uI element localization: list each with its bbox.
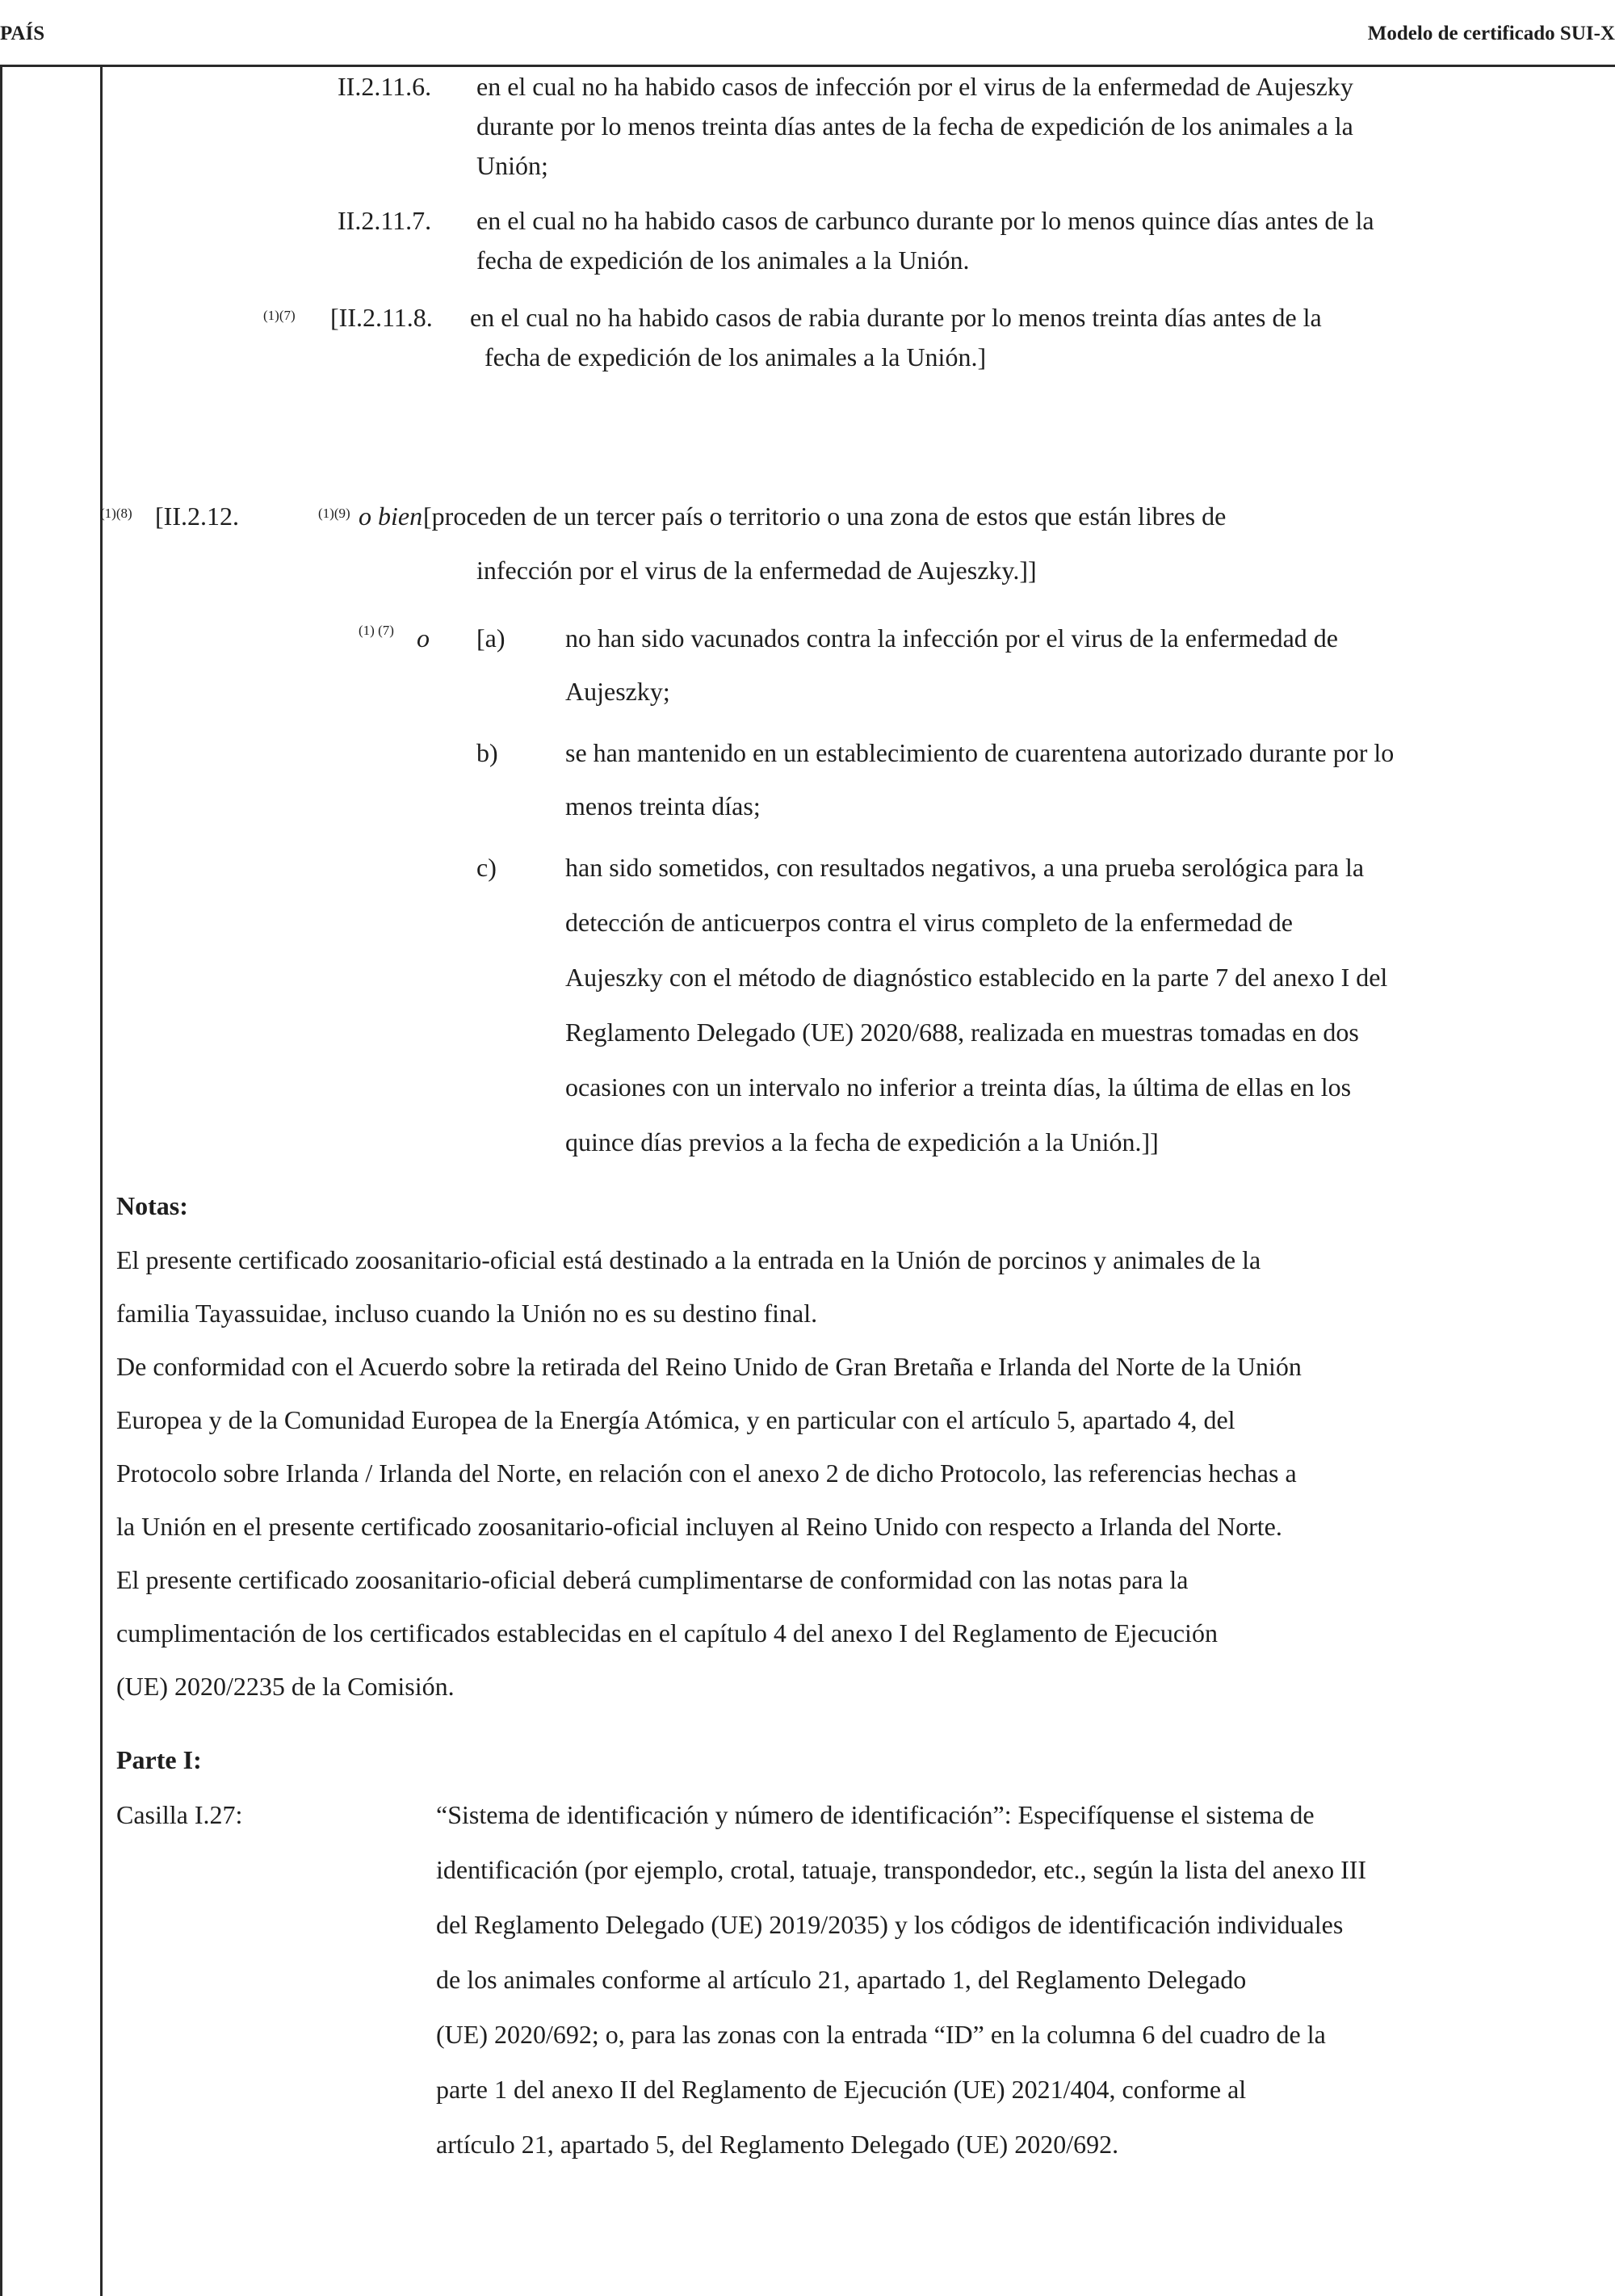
text-line: en el cual no ha habido casos de infección por el virus de la enfermedad de Aujeszky	[476, 72, 1353, 101]
text-line: menos treinta días;	[565, 791, 761, 821]
item-number: II.2.11.7.	[338, 206, 432, 235]
text-line: (UE) 2020/692; o, para las zonas con la entrada “ID” en la columna 6 del cuadro de la	[436, 2020, 1326, 2049]
left-border	[0, 66, 2, 2296]
text-line: Protocolo sobre Irlanda / Irlanda del Norte, en relación con el anexo 2 de dicho Protocolo, las referencias hechas a	[116, 1459, 1297, 1488]
text-line: El presente certificado zoosanitario-oficial deberá cumplimentarse de conformidad con las notas para la	[116, 1565, 1189, 1594]
part-heading: Parte I:	[116, 1745, 202, 1774]
footnote-ref: (1) (7)	[359, 623, 394, 638]
text-line: Reglamento Delegado (UE) 2020/688, realizada en muestras tomadas en dos	[565, 1018, 1359, 1047]
text-line: Aujeszky;	[565, 677, 670, 706]
item-number: [II.2.11.8.	[330, 303, 433, 332]
text-line: en el cual no ha habido casos de carbunco durante por lo menos quince días antes de la	[476, 206, 1374, 235]
condition-label: b)	[476, 738, 498, 767]
text-line: [proceden de un tercer país o territorio o una zona de estos que están libres de	[423, 502, 1227, 531]
text-line: no han sido vacunados contra la infección por el virus de la enfermedad de	[565, 623, 1338, 653]
text-line: quince días previos a la fecha de expedición a la Unión.]]	[565, 1127, 1159, 1156]
condition-label: [a)	[476, 623, 505, 653]
text-line: fecha de expedición de los animales a la Unión.	[476, 246, 970, 275]
header-rule	[0, 65, 1615, 67]
text-line: del Reglamento Delegado (UE) 2019/2035) y los códigos de identificación individuales	[436, 1910, 1344, 1939]
text-line: durante por lo menos treinta días antes de la fecha de expedición de los animales a la	[476, 111, 1353, 141]
text-line: fecha de expedición de los animales a la Unión.]	[484, 342, 987, 371]
text-line: artículo 21, apartado 5, del Reglamento Delegado (UE) 2020/692.	[436, 2130, 1119, 2159]
footnote-ref: (1)(9)	[318, 506, 350, 521]
text-line: identificación (por ejemplo, crotal, tatuaje, transpondedor, etc., según la lista del anexo III	[436, 1855, 1367, 1884]
condition-label: c)	[476, 853, 497, 882]
text-line: se han mantenido en un establecimiento de cuarentena autorizado durante por lo	[565, 738, 1395, 767]
text-line: Europea y de la Comunidad Europea de la Energía Atómica, y en particular con el artículo 5, apartado 4, del	[116, 1405, 1235, 1434]
box-label: Casilla I.27:	[116, 1800, 243, 1829]
text-line: han sido sometidos, con resultados negativos, a una prueba serológica para la	[565, 853, 1365, 882]
option-word: o bien	[359, 502, 423, 531]
text-line: ocasiones con un intervalo no inferior a treinta días, la última de ellas en los	[565, 1072, 1352, 1102]
text-line: detección de anticuerpos contra el virus completo de la enfermedad de	[565, 908, 1293, 937]
column-border	[100, 66, 103, 2296]
text-line: infección por el virus de la enfermedad de Aujeszky.]]	[476, 556, 1037, 585]
header-country: PAÍS	[0, 23, 45, 44]
text-line: parte 1 del anexo II del Reglamento de Ejecución (UE) 2021/404, conforme al	[436, 2075, 1247, 2104]
footnote-ref: (1)(8)	[100, 506, 132, 521]
header-model: Modelo de certificado SUI-X	[1367, 23, 1615, 44]
text-line: Aujeszky con el método de diagnóstico establecido en la parte 7 del anexo I del	[565, 963, 1388, 992]
text-line: “Sistema de identificación y número de identificación”: Especifíquense el sistema de	[436, 1800, 1315, 1829]
text-line: El presente certificado zoosanitario-oficial está destinado a la entrada en la Unión de porcinos y animales de la	[116, 1245, 1261, 1274]
item-number: [II.2.12.	[155, 502, 239, 531]
notes-heading: Notas:	[116, 1191, 188, 1220]
text-line: en el cual no ha habido casos de rabia durante por lo menos treinta días antes de la	[470, 303, 1322, 332]
footnote-ref: (1)(7)	[263, 308, 296, 323]
text-line: de los animales conforme al artículo 21, apartado 1, del Reglamento Delegado	[436, 1965, 1247, 1994]
item-number: II.2.11.6.	[338, 72, 432, 101]
text-line: De conformidad con el Acuerdo sobre la retirada del Reino Unido de Gran Bretaña e Irlanda del Norte de la Unión	[116, 1352, 1302, 1381]
text-line: cumplimentación de los certificados establecidas en el capítulo 4 del anexo I del Reglamento de Ejecución	[116, 1618, 1218, 1647]
option-word: o	[417, 623, 430, 653]
text-line: familia Tayassuidae, incluso cuando la Unión no es su destino final.	[116, 1299, 818, 1328]
text-line: Unión;	[476, 151, 548, 180]
text-line: la Unión en el presente certificado zoosanitario-oficial incluyen al Reino Unido con respecto a Irlanda del Norte.	[116, 1512, 1282, 1541]
text-line: (UE) 2020/2235 de la Comisión.	[116, 1672, 455, 1701]
